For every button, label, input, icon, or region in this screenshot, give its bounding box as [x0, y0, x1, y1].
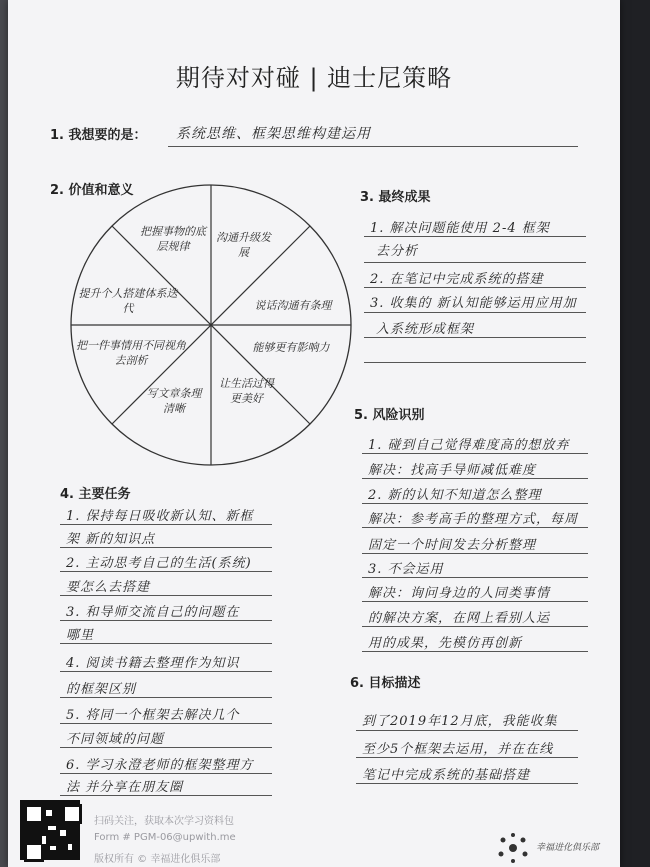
value-wheel — [66, 180, 356, 470]
result-line-4: 3. 收集的 新认知能够运用应用加 — [370, 296, 577, 311]
goal-line-3: 笔记中完成系统的基础搭建 — [362, 768, 531, 783]
wheel-segment-7: 把一件事情用不同视角去剖析 — [76, 339, 186, 367]
task-line-11: 6. 学习永澄老师的框架整理方 — [66, 758, 254, 773]
task-line-7: 4. 阅读书籍去整理作为知识 — [66, 656, 240, 671]
section-2-label: 2. 价值和意义 — [50, 183, 134, 198]
answer-line — [60, 524, 272, 525]
answer-line — [60, 697, 272, 698]
qr-code[interactable] — [20, 800, 80, 860]
club-logo-text: 幸福进化俱乐部 — [536, 843, 600, 853]
section-3-label: 3. 最终成果 — [360, 190, 431, 205]
result-line-2: 去分析 — [376, 244, 419, 259]
answer-line — [362, 453, 588, 454]
risk-line-3: 2. 新的认知不知道怎么整理 — [368, 488, 542, 503]
answer-line — [60, 723, 272, 724]
task-line-2: 架 新的知识点 — [66, 532, 156, 547]
task-line-9: 5. 将同一个框架去解决几个 — [66, 708, 240, 723]
answer-line — [168, 146, 578, 147]
risk-line-4: 解决：参考高手的整理方式，每周 — [368, 512, 579, 527]
wheel-segment-6: 写文章条理清晰 — [146, 387, 202, 415]
worksheet-paper — [8, 0, 620, 867]
answer-line — [356, 757, 578, 758]
answer-line — [60, 671, 272, 672]
task-line-1: 1. 保持每日吸收新认知、新框 — [66, 509, 254, 524]
section-4-label: 4. 主要任务 — [60, 487, 131, 502]
risk-line-9: 用的成果，先模仿再创新 — [368, 636, 523, 651]
risk-line-8: 的解决方案，在网上看别人运 — [368, 611, 551, 626]
goal-line-2: 至少5个框架去运用，并在在线 — [362, 742, 554, 757]
answer-line — [60, 571, 272, 572]
goal-line-1: 到了2019年12月底，我能收集 — [362, 714, 558, 729]
task-line-6: 哪里 — [66, 628, 95, 643]
answer-line — [362, 478, 588, 479]
answer-line — [60, 747, 272, 748]
answer-line — [364, 362, 586, 363]
result-line-5: 入系统形成框架 — [376, 322, 475, 337]
section-5-label: 5. 风险识别 — [354, 408, 425, 423]
answer-line — [60, 620, 272, 621]
task-line-4: 要怎么去搭建 — [66, 580, 151, 595]
answer-line — [60, 773, 272, 774]
risk-line-2: 解决：找高手导师减低难度 — [368, 463, 537, 478]
wheel-segment-3: 说话沟通有条理 — [254, 299, 332, 312]
answer-line — [364, 337, 586, 338]
answer-line — [362, 527, 588, 528]
task-line-5: 3. 和导师交流自己的问题在 — [66, 605, 240, 620]
answer-line — [356, 783, 578, 784]
task-line-3: 2. 主动思考自己的生活(系统) — [66, 556, 252, 571]
task-line-10: 不同领域的问题 — [66, 732, 165, 747]
section-1-label: 1. 我想要的是： — [50, 128, 147, 143]
section-6-label: 6. 目标描述 — [350, 676, 421, 691]
page-title: 期待对对碰 | 迪士尼策略 — [175, 64, 453, 92]
risk-line-7: 解决：询问身边的人同类事情 — [368, 586, 551, 601]
wheel-segment-8: 提升个人搭建体系迭代 — [78, 287, 178, 315]
task-line-8: 的框架区别 — [66, 682, 137, 697]
answer-line — [364, 287, 586, 288]
footer-form-id: Form # PGM-06@upwith.me — [94, 832, 236, 843]
answer-line — [364, 312, 586, 313]
answer-line — [364, 262, 586, 263]
risk-line-6: 3. 不会运用 — [368, 562, 444, 577]
answer-line — [362, 553, 588, 554]
wheel-segment-1: 把握事物的底层规律 — [140, 225, 206, 253]
risk-line-1: 1. 碰到自己觉得难度高的想放弃 — [368, 438, 570, 453]
result-line-1: 1. 解决问题能使用 2-4 框架 — [370, 221, 550, 236]
wheel-segment-2: 沟通升级发展 — [216, 231, 271, 259]
value-wheel-svg — [66, 180, 356, 470]
answer-line — [362, 651, 588, 652]
section-1-answer: 系统思维、框架思维构建运用 — [176, 126, 371, 142]
result-line-3: 2. 在笔记中完成系统的搭建 — [370, 272, 544, 287]
footer-copyright: 版权所有 © 幸福进化俱乐部 — [94, 854, 221, 865]
answer-line — [60, 795, 272, 796]
answer-line — [356, 730, 578, 731]
risk-line-5: 固定一个时间发去分析整理 — [368, 538, 537, 553]
answer-line — [362, 503, 588, 504]
answer-line — [60, 643, 272, 644]
footer-scan-text: 扫码关注，获取本次学习资料包 — [94, 816, 234, 827]
wheel-segment-4: 能够更有影响力 — [252, 341, 330, 354]
club-logo-icon — [493, 830, 533, 865]
task-line-12: 法 并分享在朋友圈 — [66, 780, 184, 795]
answer-line — [364, 236, 586, 237]
answer-line — [60, 547, 272, 548]
answer-line — [60, 595, 272, 596]
answer-line — [362, 626, 588, 627]
wheel-segment-5: 让生活过得更美好 — [219, 377, 274, 405]
answer-line — [362, 577, 588, 578]
answer-line — [362, 601, 588, 602]
